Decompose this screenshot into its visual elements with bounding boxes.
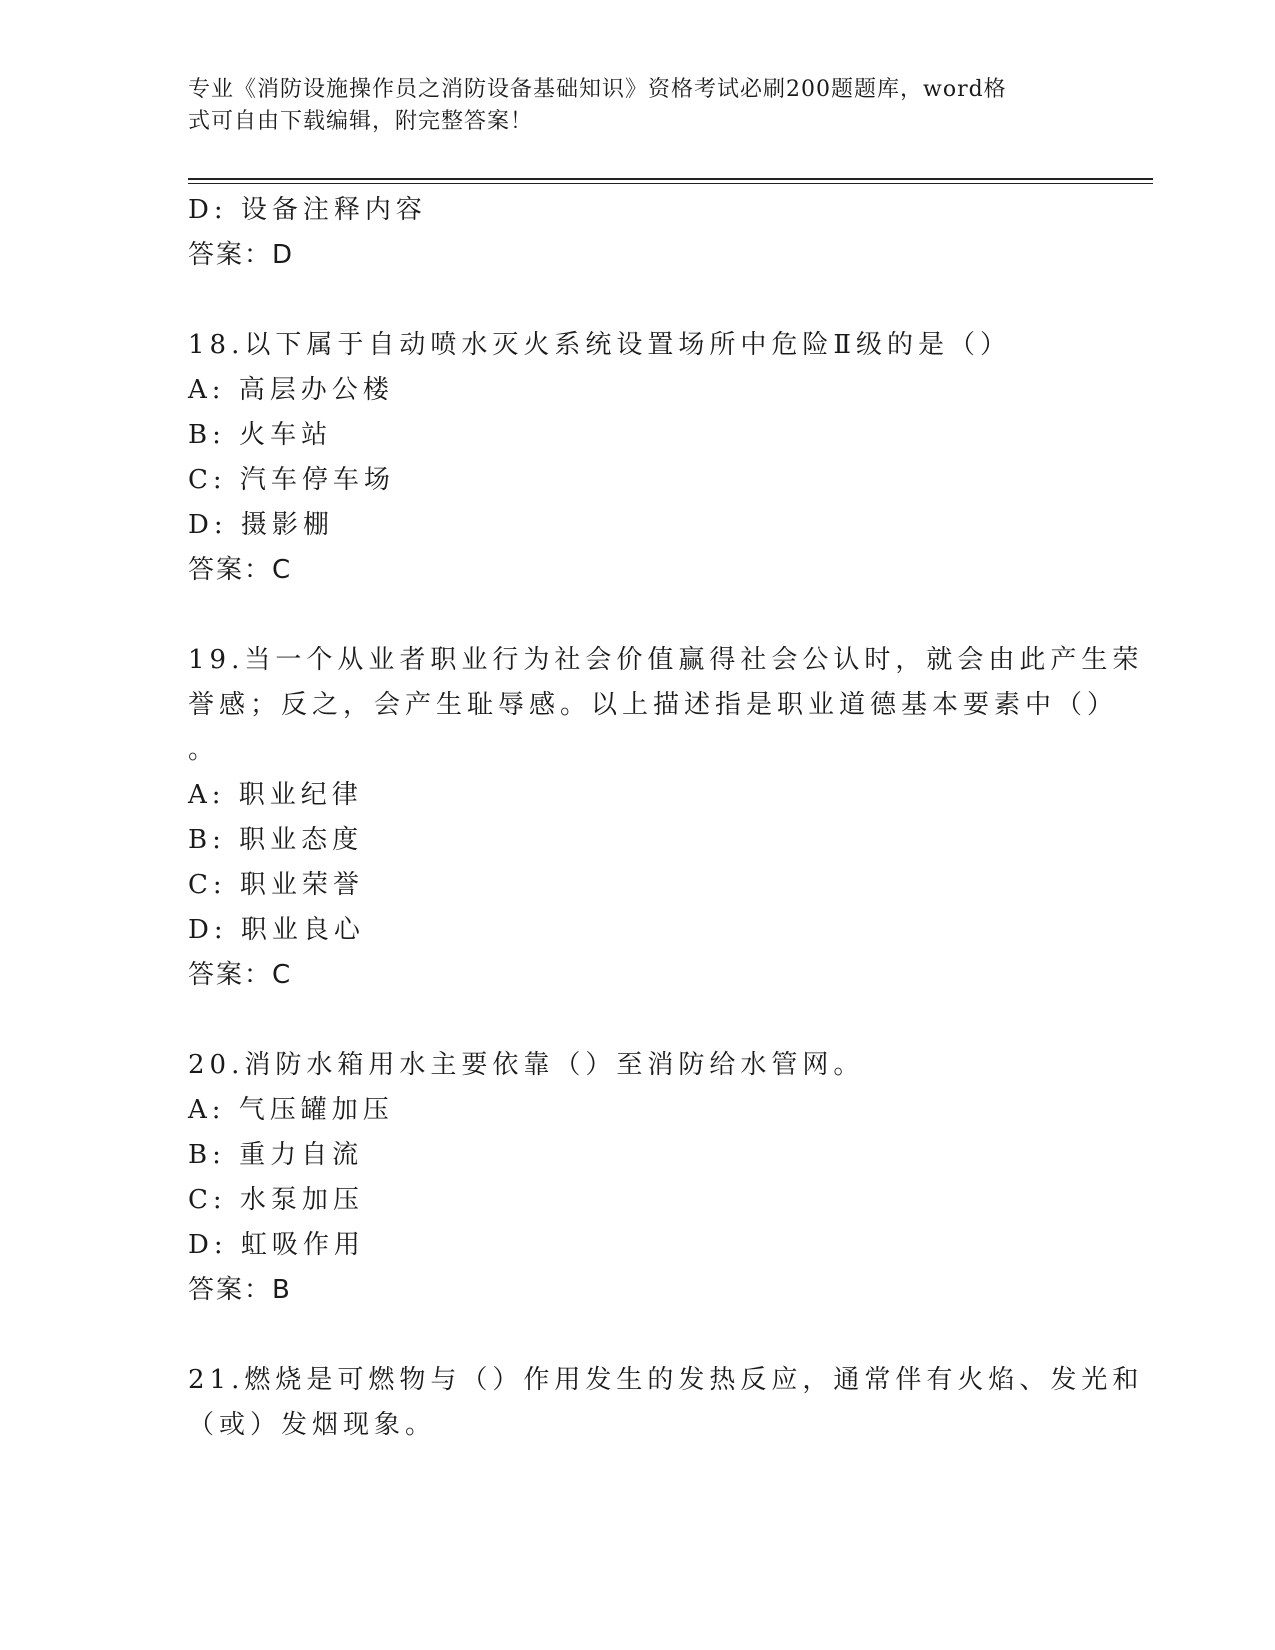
document-header [188,74,1068,138]
spacer [188,593,1088,638]
option-a: A: 气压罐加压 [188,1095,394,1125]
question-text: 20.消防水箱用水主要依靠（）至消防给水管网。 [188,1050,865,1080]
answer-line [188,233,1088,278]
question-text: 18.以下属于自动喷水灭火系统设置场所中危险Ⅱ级的是（） [188,330,1012,360]
answer-value: C [272,555,292,585]
option-b: B: 火车站 [188,420,333,450]
question-18 [188,323,1088,593]
answer-label: 答案： [188,555,273,585]
header-divider-thick [188,178,1153,180]
answer-value: D [272,240,294,270]
question-text: 誉感；反之，会产生耻辱感。以上描述指是职业道德基本要素中（） [188,690,1119,720]
spacer [188,1313,1088,1358]
answer-line [188,548,1088,593]
answer-label: 答案： [188,1275,273,1305]
answer-value: C [272,960,292,990]
option-b: B: 职业态度 [188,825,364,855]
option-b: B: 重力自流 [188,1140,364,1170]
spacer [188,278,1088,323]
spacer [188,998,1088,1043]
question-text: 19.当一个从业者职业行为社会价值赢得社会公认时，就会由此产生荣 [188,645,1144,675]
answer-line [188,953,1088,998]
answer-value: B [272,1275,291,1305]
question-21 [188,1358,1144,1448]
answer-label: 答案： [188,240,273,270]
question-list [188,188,1144,1448]
header-title-line-1: 专业《消防设施操作员之消防设备基础知识》资格考试必刷200题题库，word格 [188,77,1007,102]
option-c: C: 汽车停车场 [188,465,395,495]
option-d: D: 虹吸作用 [188,1230,365,1260]
question-text: （或）发烟现象。 [188,1410,437,1440]
answer-line [188,1268,1088,1313]
option-c: C: 水泵加压 [188,1185,364,1215]
question-text: 21.燃烧是可燃物与（）作用发生的发热反应，通常伴有火焰、发光和 [188,1365,1144,1395]
option-c: C: 职业荣誉 [188,870,364,900]
option-a: A: 职业纪律 [188,780,363,810]
option-a: A: 高层办公楼 [188,375,394,405]
option-d: D: 摄影棚 [188,510,334,540]
option-d: D: 职业良心 [188,915,365,945]
header-title-line-2: 式可自由下载编辑，附完整答案！ [188,109,534,134]
question-19 [188,638,1144,998]
header-divider-thin [188,183,1153,184]
question-text: 。 [188,735,220,765]
answer-label: 答案： [188,960,273,990]
question-20 [188,1043,1088,1313]
option-d: D: 设备注释内容 [188,195,427,225]
